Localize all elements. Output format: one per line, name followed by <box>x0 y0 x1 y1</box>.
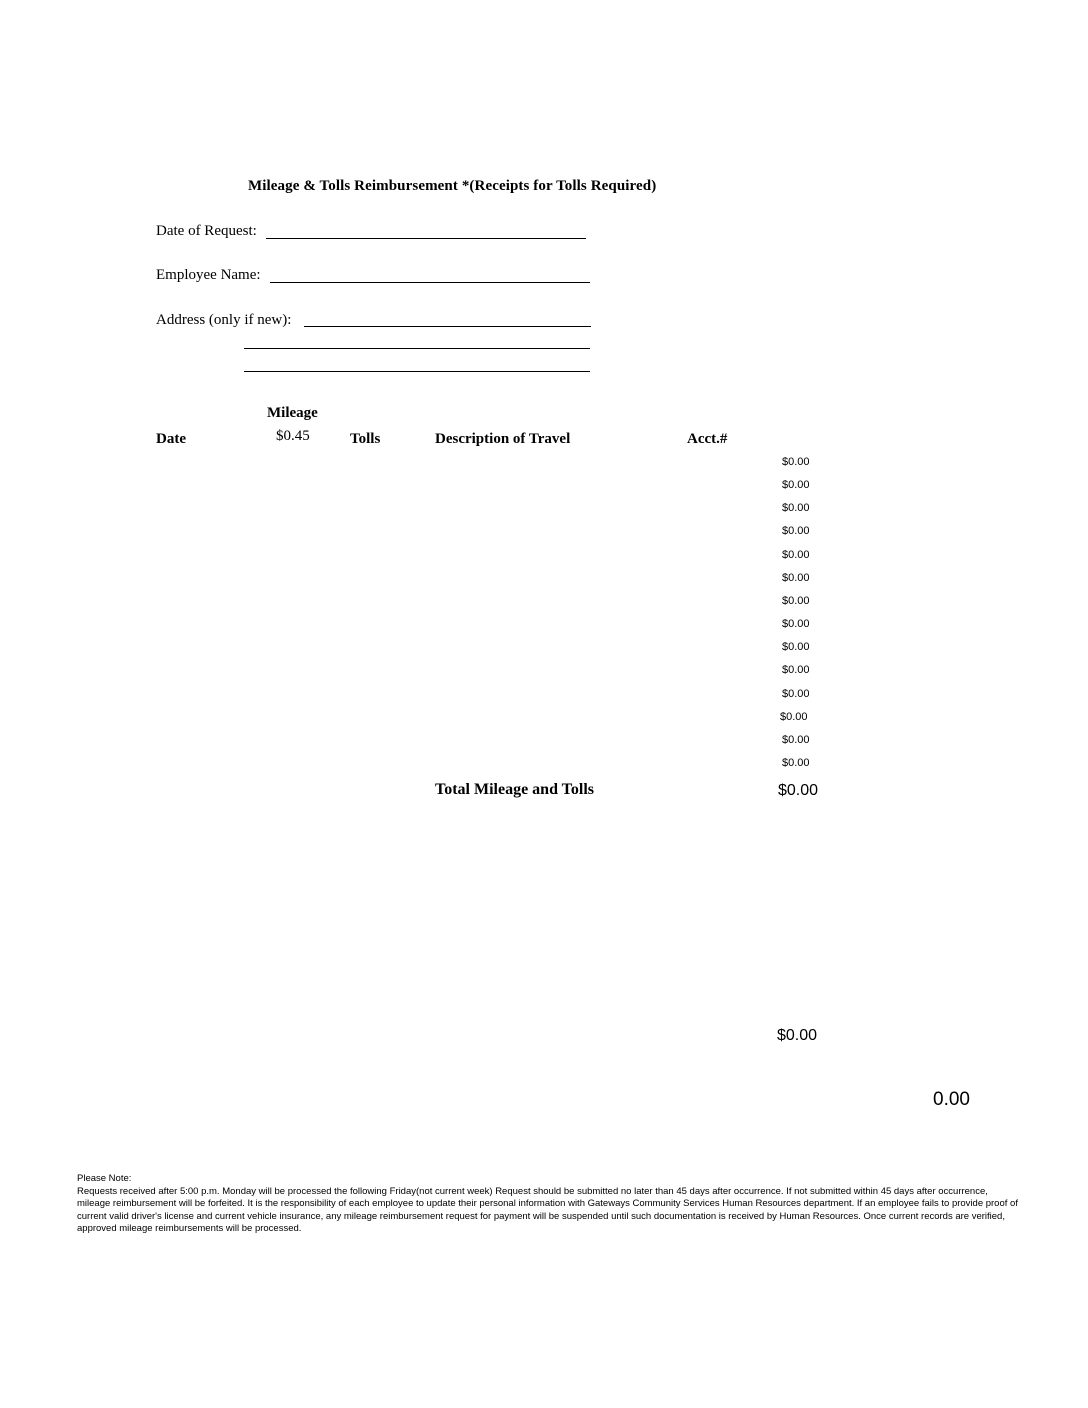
date-of-request-label: Date of Request: <box>156 223 257 239</box>
employee-name-field[interactable] <box>270 282 590 283</box>
subtotal-value: $0.00 <box>777 1027 818 1044</box>
row-amount: $0.00 <box>782 502 810 514</box>
date-of-request-field[interactable] <box>266 238 586 239</box>
row-amount: $0.00 <box>782 618 810 630</box>
row-amount: $0.00 <box>782 757 810 769</box>
row-amount: $0.00 <box>782 664 810 676</box>
note-body: Requests received after 5:00 p.m. Monday will be processed the following Friday(not current week) Request should be submitted no later than 45 days after occurrence. If not submitted within 45 days after occurrence, mileage reimbursement will be forfeited. It is the responsibility of each employee to update their personal information with Gateways Community Services Human Resources department. If an employee fails to provide proof of current valid driver's license and current vehicle insurance, any mileage reimbursement request for payment will be suspended until such documentation is received by Human Resources. Once current records are verified, approved mileage reimbursements will be processed. <box>77 1185 1018 1234</box>
acct-header: Acct.# <box>687 431 728 447</box>
address-field-line-1[interactable] <box>304 326 591 327</box>
note-heading: Please Note: <box>77 1173 132 1184</box>
address-field-line-3[interactable] <box>244 371 590 372</box>
address-field-line-2[interactable] <box>244 348 590 349</box>
grand-total-value: 0.00 <box>933 1089 970 1110</box>
row-amount: $0.00 <box>782 479 810 491</box>
row-amount: $0.00 <box>782 641 810 653</box>
address-label: Address (only if new): <box>156 312 292 328</box>
row-amount: $0.00 <box>782 734 810 746</box>
form-title: Mileage & Tolls Reimbursement *(Receipts for Tolls Required) <box>248 178 657 194</box>
mileage-header: Mileage <box>267 405 318 421</box>
total-label: Total Mileage and Tolls <box>435 781 594 798</box>
employee-name-label: Employee Name: <box>156 267 261 283</box>
row-amount: $0.00 <box>782 525 810 537</box>
row-amount: $0.00 <box>782 572 810 584</box>
note-block <box>77 1173 1022 1236</box>
mileage-rate: $0.45 <box>276 428 310 444</box>
row-amount: $0.00 <box>782 549 810 561</box>
row-amount: $0.00 <box>782 595 810 607</box>
total-value: $0.00 <box>778 782 819 799</box>
tolls-header: Tolls <box>350 431 381 447</box>
description-header: Description of Travel <box>435 431 571 447</box>
row-amount: $0.00 <box>780 711 808 723</box>
date-header: Date <box>156 431 186 447</box>
row-amount: $0.00 <box>782 688 810 700</box>
row-amount: $0.00 <box>782 456 810 468</box>
